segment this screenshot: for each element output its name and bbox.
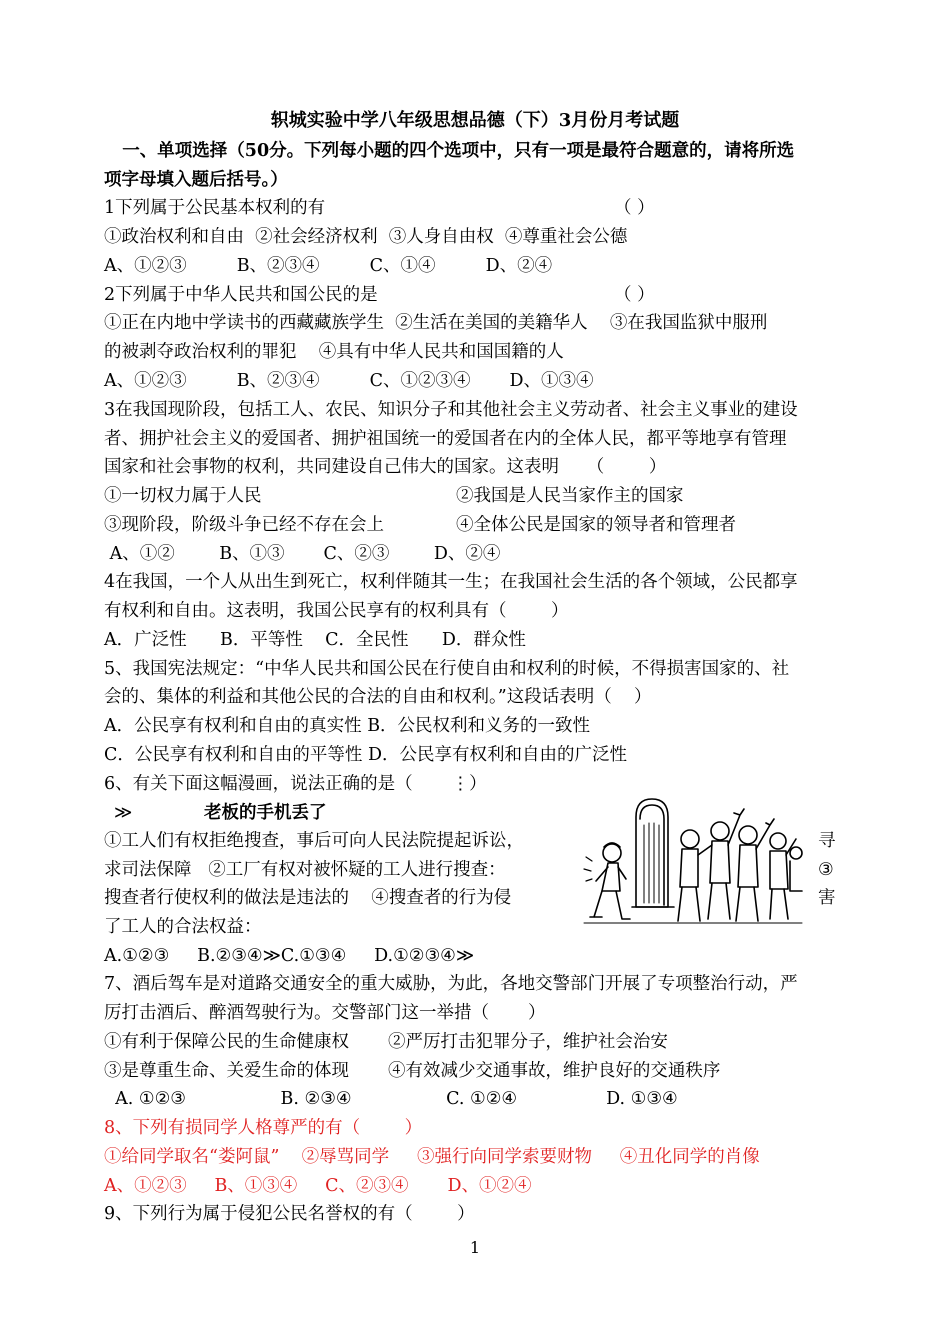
- q4-stem-cont: 有权利和自由。这表明，我国公民享有的权利具有（ ）: [104, 601, 569, 621]
- q5-stem: 5、我国宪法规定：“中华人民共和国公民在行使自由和权利的时候，不得损害国家的、社: [104, 659, 790, 679]
- q8-options: A、①②③ B、①③④ C、②③④ D、①②④: [104, 1176, 532, 1196]
- page-number: 1: [469, 1238, 481, 1257]
- q4-stem: 4在我国，一个人从出生到死亡，权利伴随其一生；在我国社会生活的各个领域，公民都享: [104, 572, 798, 592]
- q7-items: ①有利于保障公民的生命健康权 ②严厉打击犯罪分子，维护社会治安: [104, 1032, 668, 1052]
- q9-stem: 9、下列行为属于侵犯公民名誉权的有（ ）: [104, 1204, 475, 1224]
- cartoon-illustration: [582, 795, 804, 933]
- q6-caption-marker: ≫: [114, 803, 133, 823]
- exam-title: 轵城实验中学八年级思想品德（下）3月份月考试题: [270, 110, 680, 131]
- q3-stem-cont2: 国家和社会事物的权利，共同建设自己伟大的国家。这表明 （ ）: [104, 457, 667, 477]
- q6-cartoon-caption: 老板的手机丢了: [204, 803, 327, 823]
- q2-items: ①正在内地中学读书的西藏藏族学生 ②生活在美国的美籍华人 ③在我国监狱中服刑: [104, 313, 768, 333]
- q7-stem: 7、酒后驾车是对道路交通安全的重大威胁，为此，各地交警部门开展了专项整治行动，严: [104, 974, 798, 994]
- q6-stem: 6、有关下面这幅漫画，说法正确的是（ ⋮）: [104, 774, 487, 794]
- q3-item-1: ①一切权力属于人民: [104, 486, 262, 506]
- q5-options-cont: C．公民享有权利和自由的平等性 D．公民享有权利和自由的广泛性: [104, 745, 627, 765]
- q8-stem: 8、下列有损同学人格尊严的有（ ）: [104, 1118, 423, 1138]
- q2-stem: 2下列属于中华人民共和国公民的是: [104, 285, 378, 305]
- q6-items-cont2-tail: 害: [818, 888, 836, 908]
- q1-answer-bracket: （ ）: [614, 198, 655, 218]
- section-heading: 一、单项选择（50分。下列每小题的四个选项中，只有一项是最符合题意的，请将所选: [104, 141, 795, 161]
- q3-item-3: ③现阶段，阶级斗争已经不存在会上: [104, 515, 384, 535]
- q4-options: A．广泛性 B．平等性 C．全民性 D．群众性: [104, 630, 526, 650]
- q6-items: ①工人们有权拒绝搜查，事后可向人民法院提起诉讼，: [104, 831, 524, 851]
- q6-items-cont: 求司法保障 ②工厂有权对被怀疑的工人进行搜查：: [104, 860, 506, 880]
- q7-options: A. ①②③ B. ②③④ C. ①②④ D. ①③④: [104, 1089, 678, 1109]
- q6-options: A.①②③ B.②③④≫C.①③④ D.①②③④≫: [104, 946, 475, 966]
- q6-items-cont-tail: ③: [818, 860, 834, 880]
- q3-stem-cont: 者、拥护社会主义的爱国者、拥护祖国统一的爱国者在内的全体人民，都平等地享有管理: [104, 429, 787, 449]
- q3-item-2: ②我国是人民当家作主的国家: [456, 486, 684, 506]
- q1-items: ①政治权利和自由 ②社会经济权利 ③人身自由权 ④尊重社会公德: [104, 227, 628, 247]
- q3-item-4: ④全体公民是国家的领导者和管理者: [456, 515, 736, 535]
- q8-items: ①给同学取名“娄阿鼠” ②辱骂同学 ③强行向同学索要财物 ④丑化同学的肖像: [104, 1147, 760, 1167]
- q5-options: A．公民享有权利和自由的真实性 B．公民权利和义务的一致性: [104, 716, 591, 736]
- q6-items-cont2: 搜查者行使权利的做法是违法的 ④搜查者的行为侵: [104, 888, 512, 908]
- q1-options: A、①②③ B、②③④ C、①④ D、②④: [104, 256, 553, 276]
- q5-stem-cont: 会的、集体的利益和其他公民的合法的自由和权利。”这段话表明（ ）: [104, 687, 652, 707]
- q1-stem: 1下列属于公民基本权利的有: [104, 198, 326, 218]
- q2-answer-bracket: （ ）: [614, 285, 655, 305]
- q7-stem-cont: 厉打击酒后、醉酒驾驶行为。交警部门这一举措（ ）: [104, 1003, 546, 1023]
- q3-stem: 3在我国现阶段，包括工人、农民、知识分子和其他社会主义劳动者、社会主义事业的建设: [104, 400, 798, 420]
- q2-items-cont: 的被剥夺政治权利的罪犯 ④具有中华人民共和国国籍的人: [104, 342, 564, 362]
- q3-options: A、①② B、①③ C、②③ D、②④: [104, 544, 501, 564]
- q6-items-cont3: 了工人的合法权益：: [104, 917, 262, 937]
- q7-items-cont: ③是尊重生命、关爱生命的体现 ④有效减少交通事故，维护良好的交通秩序: [104, 1061, 721, 1081]
- section-heading-cont: 项字母填入题后括号。）: [104, 170, 288, 190]
- q6-items-tail: 寻: [818, 831, 836, 851]
- q2-options: A、①②③ B、②③④ C、①②③④ D、①③④: [104, 371, 594, 391]
